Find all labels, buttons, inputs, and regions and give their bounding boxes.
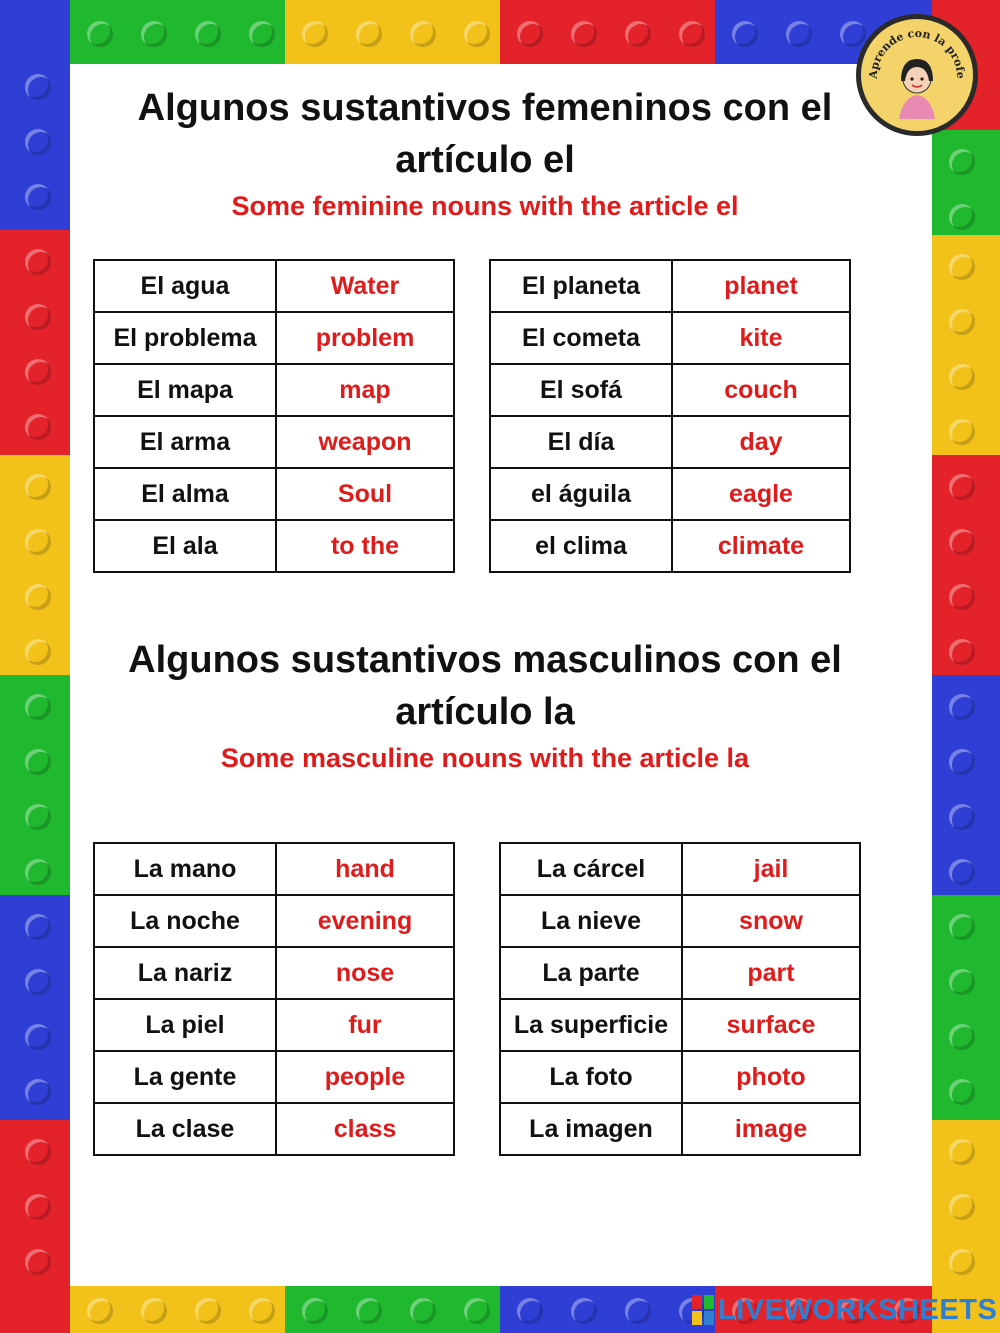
lego-stud bbox=[356, 21, 382, 47]
lego-stud bbox=[25, 1079, 51, 1105]
liveworksheets-brand: LIVEWORKSHEETS bbox=[718, 1293, 998, 1326]
spanish-word-cell: El planeta bbox=[490, 260, 672, 312]
table-row bbox=[94, 364, 454, 416]
english-translation-cell: part bbox=[682, 947, 860, 999]
spanish-word-cell: El problema bbox=[94, 312, 276, 364]
english-translation-cell: Soul bbox=[276, 468, 454, 520]
lego-stud bbox=[25, 129, 51, 155]
table-row bbox=[500, 1103, 860, 1155]
english-translation-cell: evening bbox=[276, 895, 454, 947]
english-translation-cell: planet bbox=[672, 260, 850, 312]
table-row bbox=[490, 260, 850, 312]
spanish-word-cell: el clima bbox=[490, 520, 672, 572]
spanish-word-cell: El alma bbox=[94, 468, 276, 520]
english-translation-cell: jail bbox=[682, 843, 860, 895]
spanish-word-cell: el águila bbox=[490, 468, 672, 520]
table-row bbox=[94, 1103, 454, 1155]
lego-stud bbox=[87, 21, 113, 47]
lego-stud bbox=[410, 1298, 436, 1324]
english-translation-cell: image bbox=[682, 1103, 860, 1155]
english-translation-cell: hand bbox=[276, 843, 454, 895]
table-row bbox=[500, 895, 860, 947]
english-translation-cell: fur bbox=[276, 999, 454, 1051]
english-translation-cell: day bbox=[672, 416, 850, 468]
lego-stud bbox=[840, 21, 866, 47]
english-translation-cell: surface bbox=[682, 999, 860, 1051]
lego-stud bbox=[356, 1298, 382, 1324]
lego-stud bbox=[786, 21, 812, 47]
english-translation-cell: class bbox=[276, 1103, 454, 1155]
english-translation-cell: people bbox=[276, 1051, 454, 1103]
lego-stud bbox=[25, 529, 51, 555]
lego-stud bbox=[949, 914, 975, 940]
lego-stud bbox=[25, 1024, 51, 1050]
table-row bbox=[94, 895, 454, 947]
masculine-table-left bbox=[93, 842, 455, 1156]
english-translation-cell: problem bbox=[276, 312, 454, 364]
english-translation-cell: to the bbox=[276, 520, 454, 572]
english-translation-cell: climate bbox=[672, 520, 850, 572]
lego-stud bbox=[25, 969, 51, 995]
spanish-word-cell: La noche bbox=[94, 895, 276, 947]
table-row bbox=[94, 1051, 454, 1103]
lego-stud bbox=[249, 1298, 275, 1324]
spanish-word-cell: La parte bbox=[500, 947, 682, 999]
table-row bbox=[490, 520, 850, 572]
lego-stud bbox=[25, 694, 51, 720]
spanish-word-cell: El ala bbox=[94, 520, 276, 572]
lego-stud bbox=[195, 1298, 221, 1324]
masculine-section-title: Algunos sustantivos masculinos con el artículo la bbox=[128, 639, 842, 733]
lego-stud bbox=[25, 914, 51, 940]
lego-stud bbox=[25, 184, 51, 210]
liveworksheets-logo[interactable] bbox=[692, 1292, 997, 1328]
english-translation-cell: nose bbox=[276, 947, 454, 999]
spanish-word-cell: La mano bbox=[94, 843, 276, 895]
feminine-table-left bbox=[93, 259, 455, 573]
lego-stud bbox=[949, 804, 975, 830]
lego-stud bbox=[25, 1139, 51, 1165]
lego-stud bbox=[302, 21, 328, 47]
lego-stud bbox=[464, 1298, 490, 1324]
masculine-table-right bbox=[499, 842, 861, 1156]
table-row bbox=[490, 468, 850, 520]
table-row bbox=[94, 312, 454, 364]
lego-stud bbox=[25, 249, 51, 275]
english-translation-cell: photo bbox=[682, 1051, 860, 1103]
lego-stud bbox=[949, 149, 975, 175]
lego-stud bbox=[87, 1298, 113, 1324]
lego-stud bbox=[949, 254, 975, 280]
spanish-word-cell: La imagen bbox=[500, 1103, 682, 1155]
spanish-word-cell: La piel bbox=[94, 999, 276, 1051]
lego-stud bbox=[625, 21, 651, 47]
spanish-word-cell: La nieve bbox=[500, 895, 682, 947]
feminine-section-subtitle: Some feminine nouns with the article el bbox=[231, 191, 739, 221]
lego-stud bbox=[949, 474, 975, 500]
spanish-word-cell: La foto bbox=[500, 1051, 682, 1103]
lego-stud bbox=[949, 969, 975, 995]
table-row bbox=[490, 416, 850, 468]
lego-stud bbox=[571, 21, 597, 47]
spanish-word-cell: El agua bbox=[94, 260, 276, 312]
spanish-word-cell: El arma bbox=[94, 416, 276, 468]
table-row bbox=[94, 999, 454, 1051]
teacher-avatar-icon bbox=[861, 19, 973, 131]
lego-stud bbox=[410, 21, 436, 47]
lego-stud bbox=[949, 749, 975, 775]
lego-stud bbox=[679, 21, 705, 47]
lego-stud bbox=[25, 749, 51, 775]
lego-stud bbox=[25, 359, 51, 385]
masculine-section-subtitle: Some masculine nouns with the article la bbox=[220, 743, 750, 773]
lego-stud bbox=[25, 804, 51, 830]
badge-text: Aprende con la profe bbox=[866, 26, 968, 80]
lego-stud bbox=[949, 1194, 975, 1220]
lego-stud bbox=[949, 584, 975, 610]
table-row bbox=[500, 1051, 860, 1103]
lego-stud bbox=[949, 1024, 975, 1050]
english-translation-cell: snow bbox=[682, 895, 860, 947]
spanish-word-cell: El sofá bbox=[490, 364, 672, 416]
spanish-word-cell: La clase bbox=[94, 1103, 276, 1155]
lego-stud bbox=[464, 21, 490, 47]
lego-stud bbox=[949, 364, 975, 390]
spanish-word-cell: La gente bbox=[94, 1051, 276, 1103]
table-row bbox=[94, 260, 454, 312]
lego-stud bbox=[141, 1298, 167, 1324]
feminine-table-right bbox=[489, 259, 851, 573]
lego-stud bbox=[571, 1298, 597, 1324]
profe-logo-badge bbox=[856, 14, 978, 136]
feminine-section-title: Algunos sustantivos femeninos con el artículo el bbox=[137, 87, 833, 181]
lego-stud bbox=[949, 1079, 975, 1105]
lego-stud bbox=[949, 419, 975, 445]
lego-stud bbox=[25, 304, 51, 330]
lego-stud bbox=[949, 309, 975, 335]
lego-stud bbox=[25, 584, 51, 610]
lego-stud bbox=[25, 414, 51, 440]
english-translation-cell: couch bbox=[672, 364, 850, 416]
table-row bbox=[94, 520, 454, 572]
lego-stud bbox=[195, 21, 221, 47]
lego-stud bbox=[949, 204, 975, 230]
lego-stud bbox=[25, 639, 51, 665]
table-row bbox=[500, 843, 860, 895]
table-row bbox=[500, 999, 860, 1051]
english-translation-cell: eagle bbox=[672, 468, 850, 520]
lego-stud bbox=[141, 21, 167, 47]
table-row bbox=[490, 364, 850, 416]
lego-stud bbox=[25, 1194, 51, 1220]
lego-stud bbox=[302, 1298, 328, 1324]
lego-stud bbox=[25, 859, 51, 885]
lego-stud bbox=[249, 21, 275, 47]
lego-stud bbox=[949, 694, 975, 720]
lego-stud bbox=[517, 1298, 543, 1324]
spanish-word-cell: La superficie bbox=[500, 999, 682, 1051]
lego-stud bbox=[732, 21, 758, 47]
lego-stud bbox=[25, 74, 51, 100]
lego-stud bbox=[25, 474, 51, 500]
english-translation-cell: weapon bbox=[276, 416, 454, 468]
table-row bbox=[490, 312, 850, 364]
spanish-word-cell: El cometa bbox=[490, 312, 672, 364]
table-row bbox=[94, 843, 454, 895]
lego-stud bbox=[949, 529, 975, 555]
liveworksheets-icon bbox=[692, 1295, 714, 1325]
spanish-word-cell: El mapa bbox=[94, 364, 276, 416]
lego-stud bbox=[949, 1249, 975, 1275]
table-row bbox=[500, 947, 860, 999]
spanish-word-cell: El día bbox=[490, 416, 672, 468]
lego-stud bbox=[949, 1139, 975, 1165]
spanish-word-cell: La nariz bbox=[94, 947, 276, 999]
lego-stud bbox=[625, 1298, 651, 1324]
english-translation-cell: kite bbox=[672, 312, 850, 364]
lego-stud bbox=[25, 1249, 51, 1275]
lego-stud bbox=[517, 21, 543, 47]
table-row bbox=[94, 468, 454, 520]
spanish-word-cell: La cárcel bbox=[500, 843, 682, 895]
lego-stud bbox=[949, 859, 975, 885]
table-row bbox=[94, 416, 454, 468]
lego-stud bbox=[949, 639, 975, 665]
table-row bbox=[94, 947, 454, 999]
english-translation-cell: Water bbox=[276, 260, 454, 312]
english-translation-cell: map bbox=[276, 364, 454, 416]
